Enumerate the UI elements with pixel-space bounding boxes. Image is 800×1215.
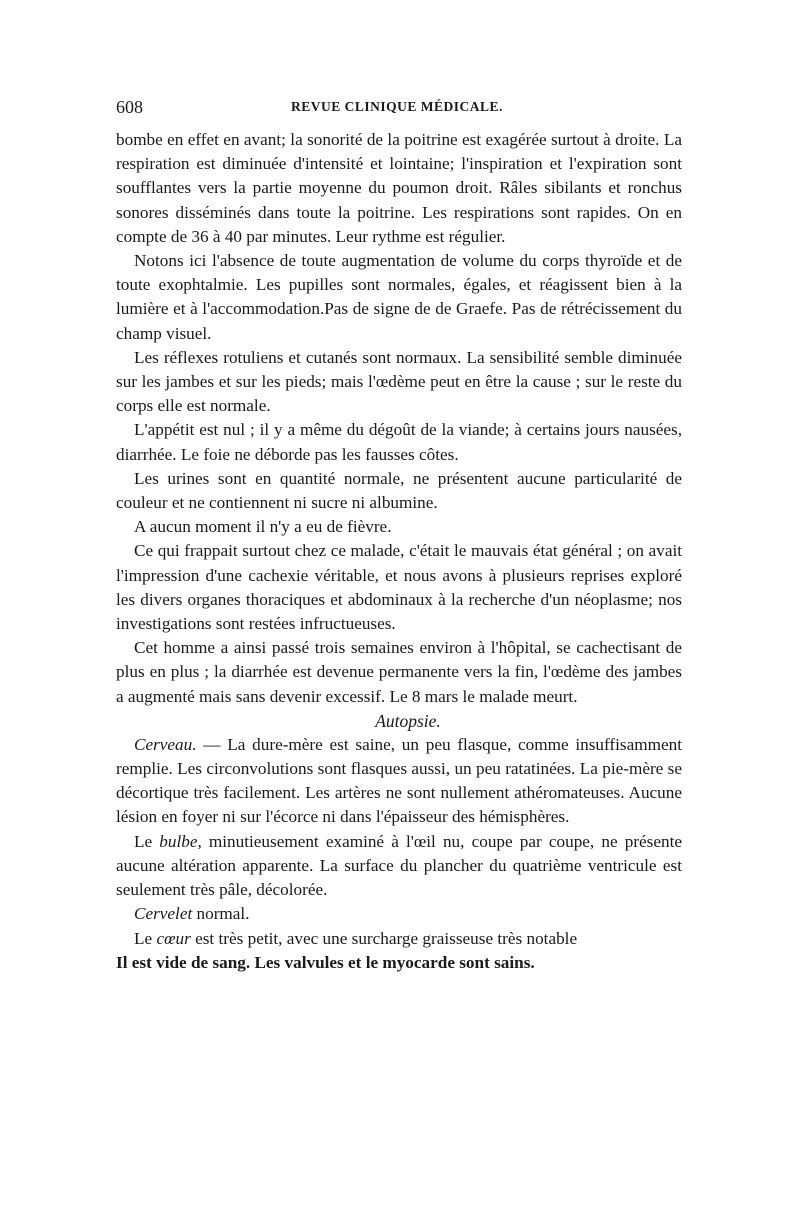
bulbe-text: minutieusement examiné à l'œil nu, coupe par coupe, ne présente aucune altération apparente. La surface du plancher du quatrième ventricule est seulement très pâle, décolorée. — [116, 831, 682, 900]
paragraph-2: Notons ici l'absence de toute augmentation de volume du corps thyroïde et de toute exophtalmie. Les pupilles sont normales, égales, et réagissent bien à la lumière et à l'accommodation.Pas de signe de de Graefe. Pas de rétrécissement du champ visuel. — [116, 251, 682, 343]
page-number: 608 — [116, 97, 143, 117]
final-line: Il est vide de sang. Les valvules et le myocarde sont sains. — [116, 952, 535, 972]
coeur-prefix: Le — [134, 928, 157, 948]
coeur-label: cœur — [156, 928, 191, 948]
page-header — [116, 97, 682, 119]
body-text — [116, 128, 682, 975]
cerveau-text: — La dure-mère est saine, un peu flasque, comme insuffisamment remplie. Les circonvolutions sont flasques aussi, un peu ratatinées. La pie-mère se décortique très facilement. Les artères ne sont nullement athéromateuses. Aucune lésion en foyer ni sur l'écorce ni dans l'épaisseur des hémisphères. — [116, 734, 682, 827]
bulbe-prefix: Le — [134, 831, 160, 851]
paragraph-4: L'appétit est nul ; il y a même du dégoût de la viande; à certains jours nausées, diarrhée. Le foie ne déborde pas les fausses côtes. — [116, 420, 682, 464]
paragraph-3: Les réflexes rotuliens et cutanés sont normaux. La sensibilité semble diminuée sur les jambes et sur les pieds; mais l'œdème peut en être la cause ; sur le reste du corps elle est normale. — [116, 347, 682, 416]
section-heading: Autopsie. — [375, 710, 441, 731]
paragraph-7: Ce qui frappait surtout chez ce malade, c'était le mauvais état général ; on avait l'impression d'une cachexie véritable, et nous avons à plusieurs reprises exploré les divers organes thoraciques et abdominaux à la recherche d'un néoplasme; nos investigations sont restées infructueuses. — [116, 541, 682, 634]
cervelet-text: normal. — [192, 904, 250, 924]
bulbe-label: bulbe, — [159, 831, 202, 851]
paragraph-cervelet — [116, 902, 682, 926]
paragraph-coeur — [116, 927, 682, 951]
paragraph-1: bombe en effet en avant; la sonorité de la poitrine est exagérée surtout à droite. La respiration est diminuée d'intensité et lointaine; l'inspiration et l'expiration sont soufflantes vers la partie moyenne du poumon droit. Râles sibilants et ronchus sonores disséminés dans toute la poitrine. Les respirations sont rapides. On en compte de 36 à 40 par minutes. Leur rythme est régulier. — [116, 130, 682, 246]
paragraph-cerveau — [116, 733, 682, 830]
running-title: REVUE CLINIQUE MÉDICALE. — [291, 99, 503, 114]
coeur-text: est très petit, avec une surcharge graisseuse très notable — [190, 928, 578, 948]
cervelet-label: Cervelet — [134, 904, 193, 924]
paragraph-5: Les urines sont en quantité normale, ne présentent aucune particularité de couleur et ne contiennent ni sucre ni albumine. — [116, 468, 682, 513]
paragraph-6: A aucun moment il n'y a eu de fièvre. — [134, 517, 392, 537]
paragraph-bulbe — [116, 830, 682, 903]
cerveau-label: Cerveau. — [134, 734, 197, 754]
paragraph-8: Cet homme a ainsi passé trois semaines environ à l'hôpital, se cachectisant de plus en plus ; la diarrhée est devenue permanente vers la fin, l'œdème des jambes a augmenté mais sans devenir excessif. Le 8 mars le malade meurt. — [116, 638, 682, 706]
